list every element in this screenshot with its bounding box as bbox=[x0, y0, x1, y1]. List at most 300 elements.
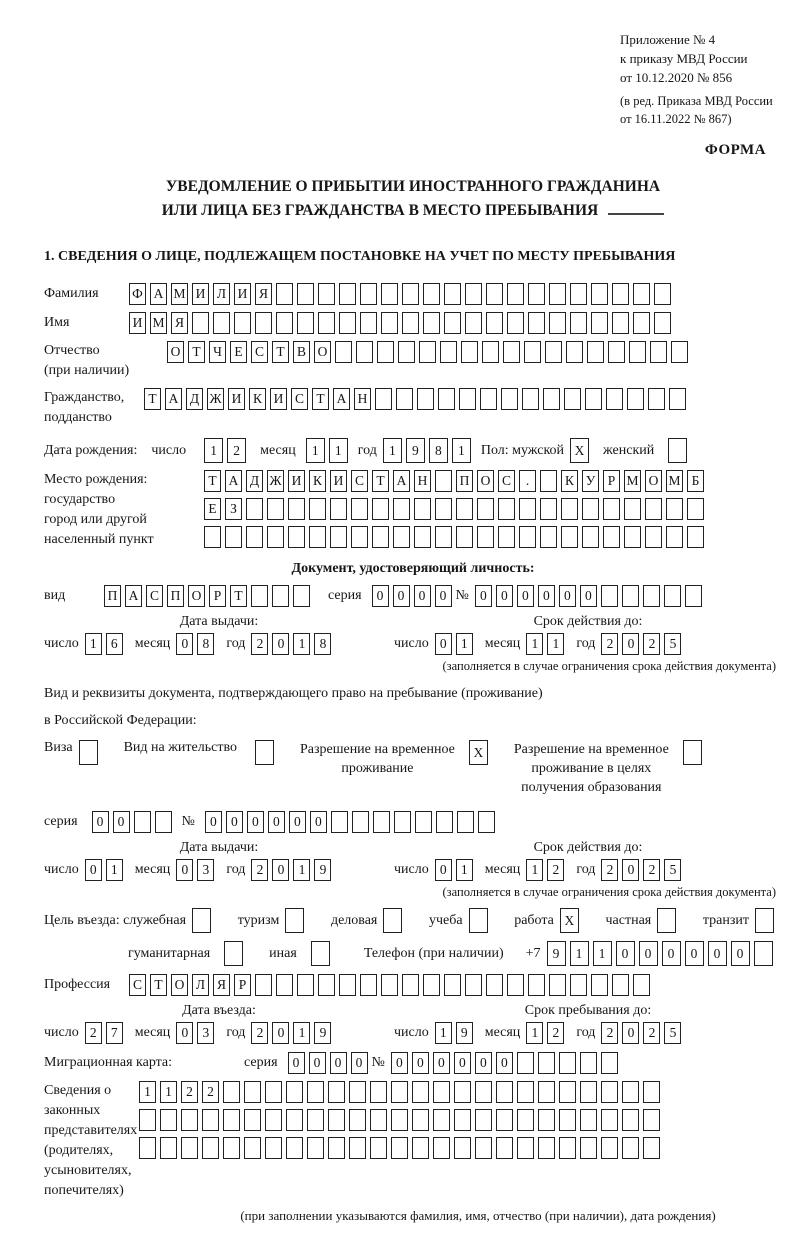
char-box[interactable]: 2 bbox=[227, 438, 246, 463]
char-box[interactable] bbox=[223, 1109, 240, 1131]
char-box[interactable]: О bbox=[171, 974, 188, 996]
char-box[interactable] bbox=[318, 312, 335, 334]
char-box[interactable] bbox=[482, 341, 499, 363]
char-box[interactable] bbox=[633, 283, 650, 305]
char-box[interactable] bbox=[223, 1137, 240, 1159]
char-box[interactable] bbox=[330, 526, 347, 548]
char-box[interactable] bbox=[433, 1109, 450, 1131]
char-box[interactable]: Я bbox=[213, 974, 230, 996]
char-box[interactable]: С bbox=[129, 974, 146, 996]
char-box[interactable] bbox=[244, 1137, 261, 1159]
char-box[interactable] bbox=[585, 388, 602, 410]
char-box[interactable] bbox=[433, 1081, 450, 1103]
char-box[interactable] bbox=[307, 1109, 324, 1131]
char-box[interactable] bbox=[755, 908, 774, 933]
char-box[interactable] bbox=[393, 526, 410, 548]
char-box[interactable] bbox=[381, 283, 398, 305]
char-box[interactable] bbox=[393, 498, 410, 520]
char-box[interactable] bbox=[288, 498, 305, 520]
char-box[interactable]: Н bbox=[414, 470, 431, 492]
char-box[interactable]: А bbox=[225, 470, 242, 492]
char-box[interactable] bbox=[265, 1137, 282, 1159]
char-box[interactable] bbox=[285, 908, 304, 933]
char-box[interactable]: 0 bbox=[226, 811, 243, 833]
char-box[interactable] bbox=[612, 312, 629, 334]
char-box[interactable]: 0 bbox=[559, 585, 576, 607]
char-box[interactable] bbox=[524, 341, 541, 363]
char-box[interactable]: 0 bbox=[205, 811, 222, 833]
char-box[interactable] bbox=[444, 283, 461, 305]
char-box[interactable]: Ж bbox=[267, 470, 284, 492]
char-box[interactable] bbox=[454, 1137, 471, 1159]
char-box[interactable] bbox=[265, 1081, 282, 1103]
char-box[interactable] bbox=[311, 941, 330, 966]
char-box[interactable] bbox=[454, 1109, 471, 1131]
char-box[interactable] bbox=[433, 1137, 450, 1159]
char-box[interactable] bbox=[272, 585, 289, 607]
char-box[interactable]: Т bbox=[230, 585, 247, 607]
char-box[interactable] bbox=[624, 526, 641, 548]
char-box[interactable]: 0 bbox=[272, 1022, 289, 1044]
char-box[interactable] bbox=[415, 811, 432, 833]
char-box[interactable] bbox=[486, 974, 503, 996]
char-box[interactable] bbox=[601, 585, 618, 607]
char-box[interactable] bbox=[331, 811, 348, 833]
char-box[interactable] bbox=[538, 1081, 555, 1103]
char-box[interactable] bbox=[643, 1109, 660, 1131]
char-box[interactable] bbox=[396, 388, 413, 410]
char-box[interactable]: Т bbox=[372, 470, 389, 492]
char-box[interactable]: X bbox=[560, 908, 579, 933]
char-box[interactable] bbox=[519, 498, 536, 520]
char-box[interactable]: 0 bbox=[662, 941, 681, 966]
char-box[interactable] bbox=[517, 1109, 534, 1131]
char-box[interactable]: 9 bbox=[314, 859, 331, 881]
char-box[interactable]: 2 bbox=[251, 1022, 268, 1044]
char-box[interactable] bbox=[412, 1109, 429, 1131]
char-box[interactable] bbox=[685, 585, 702, 607]
char-box[interactable] bbox=[307, 1081, 324, 1103]
char-box[interactable]: Н bbox=[354, 388, 371, 410]
char-box[interactable] bbox=[538, 1109, 555, 1131]
char-box[interactable] bbox=[225, 526, 242, 548]
char-box[interactable] bbox=[370, 1081, 387, 1103]
char-box[interactable] bbox=[668, 438, 687, 463]
char-box[interactable] bbox=[307, 1137, 324, 1159]
char-box[interactable]: Р bbox=[234, 974, 251, 996]
char-box[interactable] bbox=[601, 1109, 618, 1131]
char-box[interactable] bbox=[412, 1081, 429, 1103]
char-box[interactable] bbox=[181, 1109, 198, 1131]
char-box[interactable] bbox=[480, 388, 497, 410]
char-box[interactable]: Л bbox=[192, 974, 209, 996]
char-box[interactable] bbox=[622, 585, 639, 607]
char-box[interactable]: 0 bbox=[310, 811, 327, 833]
char-box[interactable] bbox=[549, 283, 566, 305]
char-box[interactable] bbox=[288, 526, 305, 548]
char-box[interactable] bbox=[360, 312, 377, 334]
char-box[interactable]: 3 bbox=[197, 859, 214, 881]
char-box[interactable]: 9 bbox=[547, 941, 566, 966]
char-box[interactable] bbox=[79, 740, 98, 765]
char-box[interactable]: 2 bbox=[547, 1022, 564, 1044]
char-box[interactable] bbox=[645, 498, 662, 520]
char-box[interactable]: 0 bbox=[708, 941, 727, 966]
char-box[interactable] bbox=[139, 1137, 156, 1159]
char-box[interactable]: 2 bbox=[251, 859, 268, 881]
char-box[interactable] bbox=[657, 908, 676, 933]
char-box[interactable] bbox=[370, 1137, 387, 1159]
char-box[interactable] bbox=[540, 526, 557, 548]
char-box[interactable] bbox=[643, 1081, 660, 1103]
char-box[interactable]: П bbox=[104, 585, 121, 607]
char-box[interactable] bbox=[648, 388, 665, 410]
char-box[interactable]: 5 bbox=[664, 859, 681, 881]
char-box[interactable]: 6 bbox=[106, 633, 123, 655]
char-box[interactable] bbox=[276, 974, 293, 996]
char-box[interactable] bbox=[538, 1052, 555, 1074]
char-box[interactable]: 1 bbox=[329, 438, 348, 463]
char-box[interactable]: С bbox=[251, 341, 268, 363]
char-box[interactable]: А bbox=[150, 283, 167, 305]
char-box[interactable]: 0 bbox=[351, 1052, 368, 1074]
char-box[interactable]: И bbox=[228, 388, 245, 410]
char-box[interactable]: 0 bbox=[414, 585, 431, 607]
char-box[interactable]: М bbox=[150, 312, 167, 334]
char-box[interactable] bbox=[522, 388, 539, 410]
char-box[interactable] bbox=[360, 974, 377, 996]
char-box[interactable] bbox=[517, 1052, 534, 1074]
char-box[interactable]: 1 bbox=[106, 859, 123, 881]
char-box[interactable]: О bbox=[167, 341, 184, 363]
char-box[interactable]: 1 bbox=[85, 633, 102, 655]
char-box[interactable] bbox=[402, 312, 419, 334]
char-box[interactable]: 0 bbox=[475, 585, 492, 607]
char-box[interactable] bbox=[398, 341, 415, 363]
char-box[interactable]: У bbox=[582, 470, 599, 492]
char-box[interactable]: 2 bbox=[85, 1022, 102, 1044]
char-box[interactable] bbox=[286, 1081, 303, 1103]
char-box[interactable] bbox=[601, 1052, 618, 1074]
char-box[interactable]: 2 bbox=[643, 859, 660, 881]
char-box[interactable]: В bbox=[293, 341, 310, 363]
char-box[interactable] bbox=[134, 811, 151, 833]
char-box[interactable]: Т bbox=[272, 341, 289, 363]
char-box[interactable] bbox=[465, 283, 482, 305]
char-box[interactable] bbox=[580, 1052, 597, 1074]
char-box[interactable]: П bbox=[456, 470, 473, 492]
char-box[interactable] bbox=[351, 526, 368, 548]
char-box[interactable] bbox=[293, 585, 310, 607]
char-box[interactable]: А bbox=[333, 388, 350, 410]
char-box[interactable] bbox=[580, 1109, 597, 1131]
char-box[interactable] bbox=[414, 526, 431, 548]
char-box[interactable]: И bbox=[330, 470, 347, 492]
char-box[interactable]: 2 bbox=[601, 633, 618, 655]
char-box[interactable]: 0 bbox=[391, 1052, 408, 1074]
char-box[interactable]: 2 bbox=[251, 633, 268, 655]
char-box[interactable] bbox=[629, 341, 646, 363]
char-box[interactable]: Т bbox=[150, 974, 167, 996]
char-box[interactable] bbox=[519, 526, 536, 548]
char-box[interactable] bbox=[528, 283, 545, 305]
char-box[interactable] bbox=[370, 1109, 387, 1131]
char-box[interactable]: М bbox=[171, 283, 188, 305]
char-box[interactable]: И bbox=[270, 388, 287, 410]
char-box[interactable]: 0 bbox=[289, 811, 306, 833]
char-box[interactable]: 0 bbox=[330, 1052, 347, 1074]
char-box[interactable]: И bbox=[234, 283, 251, 305]
char-box[interactable]: 1 bbox=[526, 1022, 543, 1044]
char-box[interactable]: 2 bbox=[547, 859, 564, 881]
char-box[interactable]: 0 bbox=[454, 1052, 471, 1074]
char-box[interactable] bbox=[267, 498, 284, 520]
char-box[interactable] bbox=[540, 498, 557, 520]
char-box[interactable]: X bbox=[570, 438, 589, 463]
char-box[interactable] bbox=[244, 1081, 261, 1103]
char-box[interactable] bbox=[349, 1109, 366, 1131]
char-box[interactable] bbox=[160, 1109, 177, 1131]
char-box[interactable] bbox=[612, 283, 629, 305]
char-box[interactable]: 1 bbox=[293, 633, 310, 655]
char-box[interactable]: 2 bbox=[601, 859, 618, 881]
char-box[interactable] bbox=[419, 341, 436, 363]
char-box[interactable] bbox=[622, 1137, 639, 1159]
char-box[interactable]: Е bbox=[230, 341, 247, 363]
char-box[interactable] bbox=[360, 283, 377, 305]
char-box[interactable]: 0 bbox=[517, 585, 534, 607]
char-box[interactable] bbox=[559, 1052, 576, 1074]
char-box[interactable] bbox=[351, 498, 368, 520]
char-box[interactable]: Р bbox=[603, 470, 620, 492]
char-box[interactable] bbox=[255, 740, 274, 765]
char-box[interactable]: А bbox=[393, 470, 410, 492]
char-box[interactable] bbox=[540, 470, 557, 492]
char-box[interactable]: И bbox=[192, 283, 209, 305]
char-box[interactable]: 1 bbox=[139, 1081, 156, 1103]
char-box[interactable] bbox=[498, 526, 515, 548]
char-box[interactable] bbox=[503, 341, 520, 363]
char-box[interactable]: Я bbox=[171, 312, 188, 334]
char-box[interactable]: Т bbox=[204, 470, 221, 492]
char-box[interactable]: 0 bbox=[639, 941, 658, 966]
char-box[interactable]: 2 bbox=[643, 633, 660, 655]
char-box[interactable] bbox=[255, 312, 272, 334]
char-box[interactable] bbox=[608, 341, 625, 363]
char-box[interactable]: 1 bbox=[526, 633, 543, 655]
char-box[interactable] bbox=[339, 312, 356, 334]
char-box[interactable]: 0 bbox=[622, 633, 639, 655]
char-box[interactable] bbox=[381, 974, 398, 996]
char-box[interactable] bbox=[587, 341, 604, 363]
char-box[interactable]: 1 bbox=[452, 438, 471, 463]
char-box[interactable] bbox=[664, 585, 681, 607]
char-box[interactable]: 0 bbox=[685, 941, 704, 966]
char-box[interactable] bbox=[297, 283, 314, 305]
char-box[interactable] bbox=[267, 526, 284, 548]
char-box[interactable] bbox=[192, 312, 209, 334]
char-box[interactable] bbox=[375, 388, 392, 410]
char-box[interactable] bbox=[276, 312, 293, 334]
char-box[interactable]: О bbox=[477, 470, 494, 492]
char-box[interactable] bbox=[309, 526, 326, 548]
char-box[interactable] bbox=[549, 974, 566, 996]
char-box[interactable] bbox=[477, 526, 494, 548]
char-box[interactable]: 8 bbox=[429, 438, 448, 463]
char-box[interactable] bbox=[496, 1109, 513, 1131]
char-box[interactable]: 2 bbox=[181, 1081, 198, 1103]
char-box[interactable]: 0 bbox=[309, 1052, 326, 1074]
char-box[interactable] bbox=[330, 498, 347, 520]
char-box[interactable]: С bbox=[146, 585, 163, 607]
char-box[interactable]: П bbox=[167, 585, 184, 607]
char-box[interactable]: М bbox=[666, 470, 683, 492]
char-box[interactable] bbox=[591, 312, 608, 334]
char-box[interactable] bbox=[297, 312, 314, 334]
char-box[interactable] bbox=[559, 1137, 576, 1159]
char-box[interactable] bbox=[459, 388, 476, 410]
char-box[interactable] bbox=[391, 1137, 408, 1159]
char-box[interactable] bbox=[356, 341, 373, 363]
char-box[interactable]: 3 bbox=[197, 1022, 214, 1044]
char-box[interactable]: 2 bbox=[643, 1022, 660, 1044]
char-box[interactable]: 0 bbox=[433, 1052, 450, 1074]
char-box[interactable]: К bbox=[561, 470, 578, 492]
char-box[interactable] bbox=[160, 1137, 177, 1159]
char-box[interactable] bbox=[234, 312, 251, 334]
char-box[interactable]: Я bbox=[255, 283, 272, 305]
char-box[interactable] bbox=[213, 312, 230, 334]
char-box[interactable] bbox=[507, 283, 524, 305]
char-box[interactable]: 9 bbox=[314, 1022, 331, 1044]
char-box[interactable]: 0 bbox=[435, 633, 452, 655]
char-box[interactable] bbox=[328, 1081, 345, 1103]
char-box[interactable]: 0 bbox=[272, 859, 289, 881]
char-box[interactable] bbox=[391, 1081, 408, 1103]
char-box[interactable] bbox=[224, 941, 243, 966]
char-box[interactable] bbox=[335, 341, 352, 363]
char-box[interactable]: 1 bbox=[526, 859, 543, 881]
char-box[interactable] bbox=[654, 312, 671, 334]
char-box[interactable]: 1 bbox=[593, 941, 612, 966]
char-box[interactable] bbox=[496, 1137, 513, 1159]
char-box[interactable] bbox=[423, 974, 440, 996]
char-box[interactable]: О bbox=[314, 341, 331, 363]
char-box[interactable] bbox=[318, 283, 335, 305]
char-box[interactable]: А bbox=[165, 388, 182, 410]
char-box[interactable] bbox=[517, 1081, 534, 1103]
char-box[interactable] bbox=[603, 498, 620, 520]
char-box[interactable] bbox=[545, 341, 562, 363]
char-box[interactable] bbox=[601, 1081, 618, 1103]
char-box[interactable] bbox=[486, 283, 503, 305]
char-box[interactable] bbox=[328, 1109, 345, 1131]
char-box[interactable] bbox=[381, 312, 398, 334]
char-box[interactable] bbox=[412, 1137, 429, 1159]
char-box[interactable] bbox=[543, 388, 560, 410]
char-box[interactable]: Д bbox=[186, 388, 203, 410]
char-box[interactable] bbox=[372, 498, 389, 520]
char-box[interactable]: 0 bbox=[372, 585, 389, 607]
char-box[interactable]: 0 bbox=[393, 585, 410, 607]
char-box[interactable] bbox=[517, 1137, 534, 1159]
char-box[interactable] bbox=[622, 1081, 639, 1103]
char-box[interactable] bbox=[561, 526, 578, 548]
char-box[interactable] bbox=[402, 283, 419, 305]
char-box[interactable] bbox=[309, 498, 326, 520]
char-box[interactable] bbox=[687, 498, 704, 520]
char-box[interactable]: 1 bbox=[435, 1022, 452, 1044]
char-box[interactable]: Д bbox=[246, 470, 263, 492]
char-box[interactable] bbox=[457, 811, 474, 833]
char-box[interactable] bbox=[246, 498, 263, 520]
char-box[interactable] bbox=[671, 341, 688, 363]
char-box[interactable] bbox=[297, 974, 314, 996]
char-box[interactable] bbox=[475, 1109, 492, 1131]
char-box[interactable] bbox=[622, 1109, 639, 1131]
char-box[interactable] bbox=[633, 974, 650, 996]
char-box[interactable]: 8 bbox=[197, 633, 214, 655]
char-box[interactable] bbox=[549, 312, 566, 334]
char-box[interactable]: 9 bbox=[406, 438, 425, 463]
char-box[interactable] bbox=[246, 526, 263, 548]
char-box[interactable]: 0 bbox=[176, 633, 193, 655]
char-box[interactable]: 0 bbox=[622, 859, 639, 881]
char-box[interactable] bbox=[352, 811, 369, 833]
char-box[interactable] bbox=[377, 341, 394, 363]
char-box[interactable] bbox=[436, 811, 453, 833]
char-box[interactable] bbox=[202, 1109, 219, 1131]
char-box[interactable] bbox=[496, 1081, 513, 1103]
char-box[interactable] bbox=[591, 974, 608, 996]
char-box[interactable] bbox=[580, 1081, 597, 1103]
char-box[interactable]: 9 bbox=[456, 1022, 473, 1044]
char-box[interactable] bbox=[286, 1137, 303, 1159]
char-box[interactable] bbox=[570, 283, 587, 305]
char-box[interactable]: С bbox=[291, 388, 308, 410]
char-box[interactable] bbox=[465, 974, 482, 996]
char-box[interactable] bbox=[754, 941, 773, 966]
char-box[interactable] bbox=[394, 811, 411, 833]
char-box[interactable]: О bbox=[645, 470, 662, 492]
char-box[interactable] bbox=[328, 1137, 345, 1159]
char-box[interactable]: 1 bbox=[456, 633, 473, 655]
char-box[interactable]: 2 bbox=[202, 1081, 219, 1103]
char-box[interactable]: К bbox=[309, 470, 326, 492]
char-box[interactable] bbox=[383, 908, 402, 933]
char-box[interactable] bbox=[456, 526, 473, 548]
char-box[interactable]: С bbox=[351, 470, 368, 492]
char-box[interactable] bbox=[461, 341, 478, 363]
char-box[interactable] bbox=[477, 498, 494, 520]
char-box[interactable] bbox=[475, 1081, 492, 1103]
char-box[interactable] bbox=[559, 1109, 576, 1131]
char-box[interactable]: 0 bbox=[92, 811, 109, 833]
char-box[interactable] bbox=[202, 1137, 219, 1159]
char-box[interactable] bbox=[650, 341, 667, 363]
char-box[interactable] bbox=[204, 526, 221, 548]
char-box[interactable] bbox=[528, 974, 545, 996]
char-box[interactable]: 0 bbox=[435, 859, 452, 881]
char-box[interactable]: 1 bbox=[293, 859, 310, 881]
char-box[interactable] bbox=[192, 908, 211, 933]
char-box[interactable]: 1 bbox=[547, 633, 564, 655]
char-box[interactable]: 1 bbox=[306, 438, 325, 463]
char-box[interactable] bbox=[570, 312, 587, 334]
char-box[interactable]: 0 bbox=[247, 811, 264, 833]
char-box[interactable] bbox=[349, 1137, 366, 1159]
char-box[interactable] bbox=[498, 498, 515, 520]
